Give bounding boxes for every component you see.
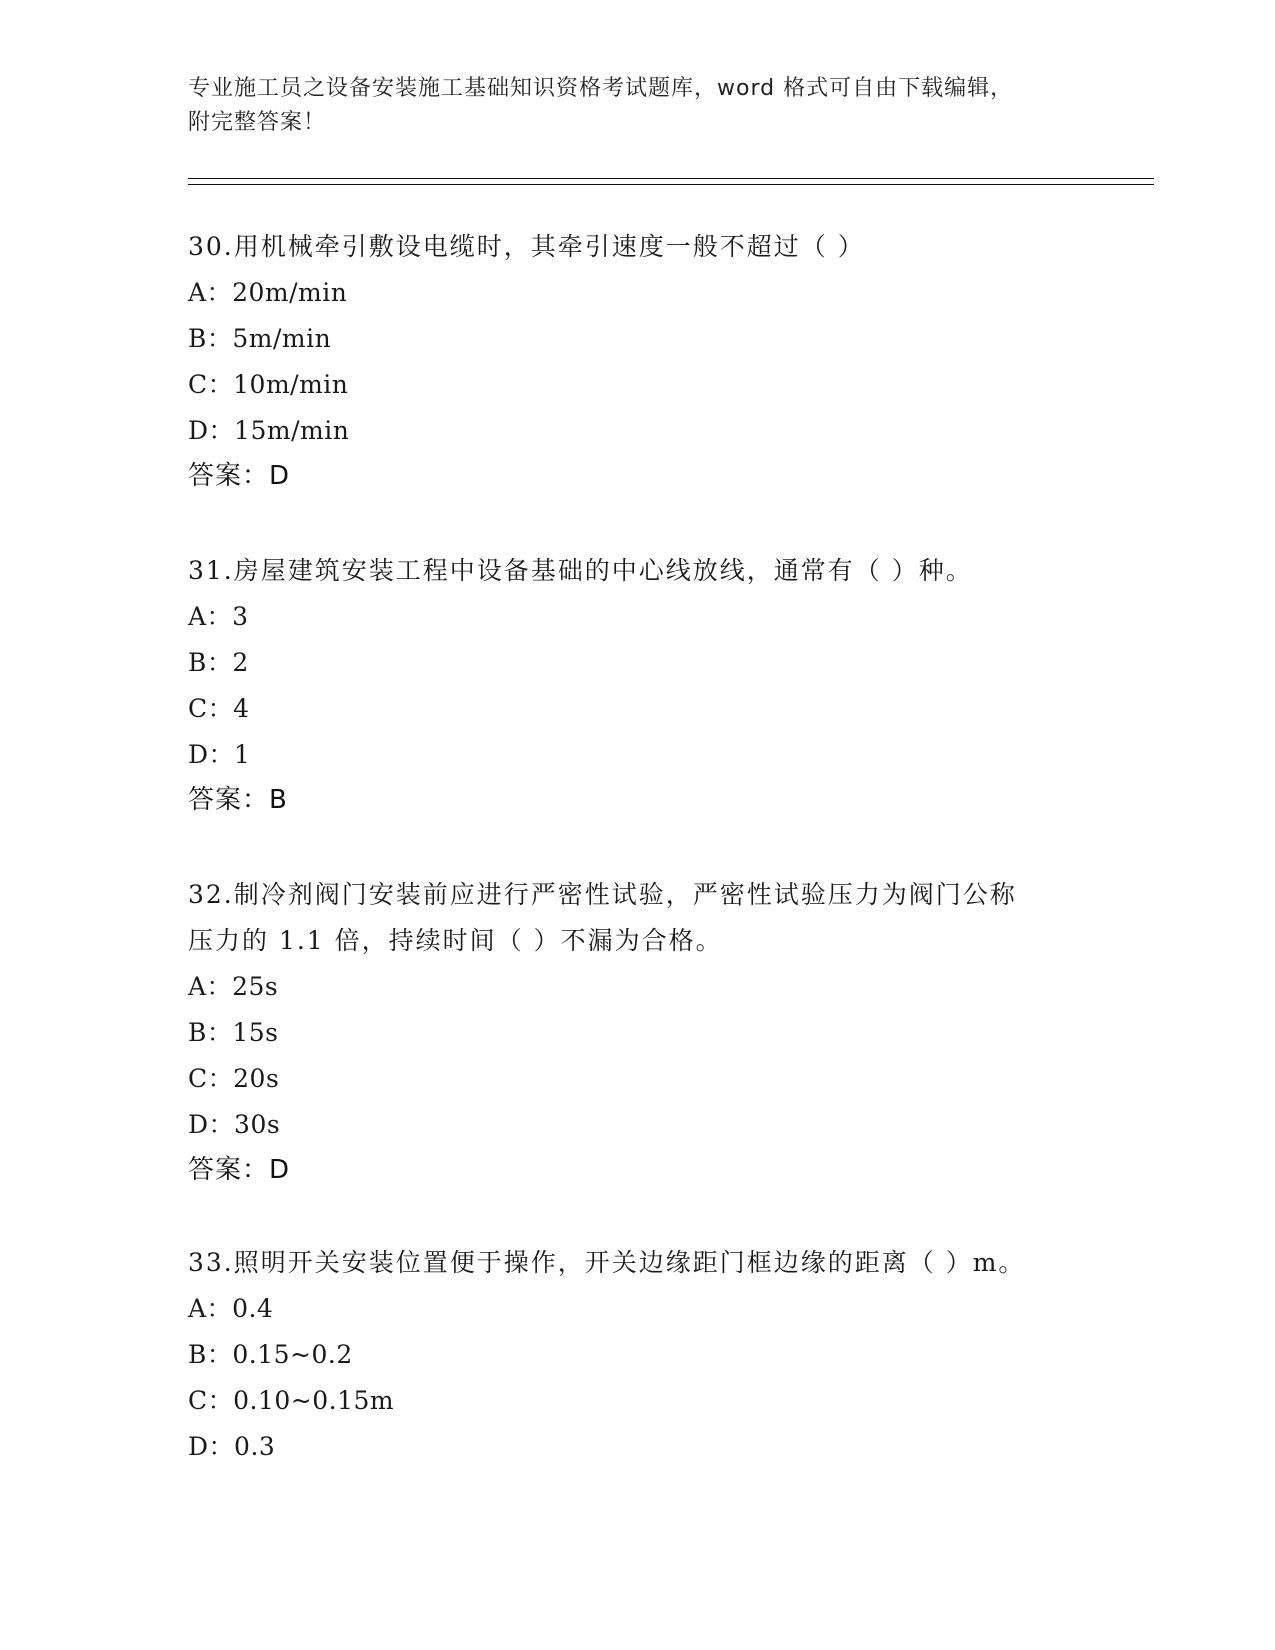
header-divider-top <box>188 178 1154 179</box>
option-key: B： <box>188 1340 233 1369</box>
header-line-1: 专业施工员之设备安装施工基础知识资格考试题库，word 格式可自由下载编辑， <box>188 76 1014 101</box>
option-d <box>188 1102 1088 1148</box>
question-stem-line-2: 压力的 1.1 倍，持续时间（ ）不漏为合格。 <box>188 926 723 955</box>
option-c <box>188 1056 1088 1102</box>
question-stem: 33.照明开关安装位置便于操作，开关边缘距门框边缘的距离（ ）m。 <box>188 1248 1026 1277</box>
option-a <box>188 1286 1088 1332</box>
option-text: 20m/min <box>232 278 348 307</box>
option-key: B： <box>188 324 233 353</box>
answer-label: 答案：B <box>188 785 288 815</box>
question-stem: 31.房屋建筑安装工程中设备基础的中心线放线，通常有（ ）种。 <box>188 556 973 585</box>
question-30 <box>188 224 1088 498</box>
option-d <box>188 732 1088 778</box>
option-key: D： <box>188 1110 235 1139</box>
header-line-2: 附完整答案！ <box>188 110 327 135</box>
option-text: 0.10~0.15m <box>233 1386 395 1415</box>
option-key: A： <box>188 602 233 631</box>
question-31 <box>188 548 1088 822</box>
question-33 <box>188 1240 1088 1470</box>
option-key: C： <box>188 1386 234 1415</box>
question-stem-line-1: 32.制冷剂阀门安装前应进行严密性试验，严密性试验压力为阀门公称 <box>188 880 1017 909</box>
option-key: A： <box>188 278 233 307</box>
option-a <box>188 594 1088 640</box>
option-key: D： <box>188 416 235 445</box>
option-key: A： <box>188 1294 233 1323</box>
header-divider-bottom <box>188 184 1154 185</box>
option-a <box>188 964 1088 1010</box>
option-text: 30s <box>234 1110 281 1139</box>
option-text: 0.3 <box>234 1432 276 1461</box>
option-key: B： <box>188 648 233 677</box>
option-text: 20s <box>233 1064 280 1093</box>
option-c <box>188 362 1088 408</box>
option-b <box>188 1010 1088 1056</box>
option-key: C： <box>188 1064 234 1093</box>
answer-label: 答案：D <box>188 461 291 491</box>
option-key: B： <box>188 1018 233 1047</box>
option-key: C： <box>188 370 234 399</box>
option-key: A： <box>188 972 233 1001</box>
option-c <box>188 1378 1088 1424</box>
option-text: 25s <box>232 972 279 1001</box>
option-text: 2 <box>232 648 249 677</box>
question-32 <box>188 872 1088 1192</box>
option-text: 10m/min <box>233 370 349 399</box>
option-c <box>188 686 1088 732</box>
answer-label: 答案：D <box>188 1155 291 1185</box>
option-b <box>188 640 1088 686</box>
document-header <box>188 72 1088 140</box>
option-text: 0.15~0.2 <box>232 1340 353 1369</box>
option-text: 5m/min <box>232 324 332 353</box>
option-text: 15s <box>232 1018 279 1047</box>
option-text: 4 <box>233 694 250 723</box>
option-d <box>188 408 1088 454</box>
option-text: 15m/min <box>234 416 350 445</box>
option-b <box>188 1332 1088 1378</box>
option-key: D： <box>188 740 235 769</box>
option-text: 0.4 <box>232 1294 274 1323</box>
option-text: 3 <box>232 602 249 631</box>
option-key: C： <box>188 694 234 723</box>
option-a <box>188 270 1088 316</box>
option-key: D： <box>188 1432 235 1461</box>
question-stem: 30.用机械牵引敷设电缆时，其牵引速度一般不超过（ ） <box>188 232 865 261</box>
option-d <box>188 1424 1088 1470</box>
option-b <box>188 316 1088 362</box>
option-text: 1 <box>234 740 251 769</box>
